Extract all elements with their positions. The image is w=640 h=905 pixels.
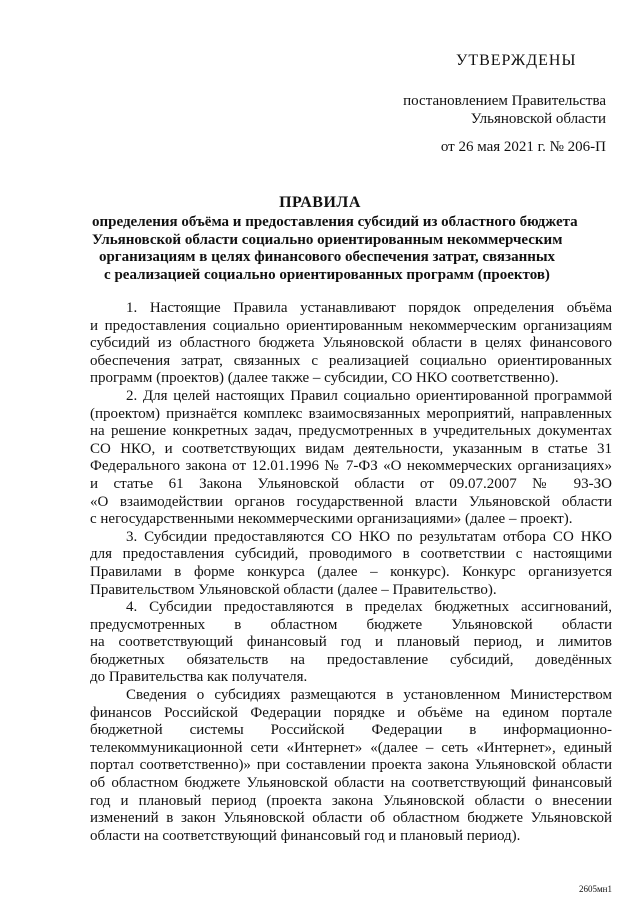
document-body: [90, 300, 612, 845]
approval-resolution: постановлением Правительства: [403, 93, 606, 109]
paragraph-line: Сведения о субсидиях размещаются в установленном Министерством: [126, 687, 612, 704]
paragraph-line: (проектом) признаётся комплекс взаимосвязанных мероприятий, направленных: [90, 405, 612, 422]
paragraph-line: программ (проектов) (далее также – субсидии, СО НКО соответственно).: [90, 370, 559, 387]
paragraph-line: 4. Субсидии предоставляются в пределах бюджетных ассигнований,: [126, 599, 612, 616]
paragraph-line: и предоставления социально ориентированным некоммерческим организациям: [90, 317, 612, 334]
paragraph-line: до Правительства как получателя.: [90, 669, 308, 686]
paragraph-line: обеспечения затрат, связанных с реализацией социально ориентированных: [90, 352, 612, 369]
paragraph-line: Правительством Ульяновской области (далее – Правительство).: [90, 581, 497, 598]
approval-date-number: от 26 мая 2021 г. № 206-П: [440, 139, 606, 155]
footer-code: 2605мн1: [578, 884, 612, 894]
subtitle-line: определения объёма и предоставления субсидий из областного бюджета: [92, 214, 578, 230]
paragraph-line: Правилами в форме конкурса (далее – конкурс). Конкурс организуется: [90, 563, 612, 580]
subtitle-line: с реализацией социально ориентированных программ (проектов): [104, 266, 550, 283]
paragraph-line: портал соответственно)» при составлении проекта закона Ульяновской области: [90, 757, 612, 774]
document-title: ПРАВИЛА: [279, 194, 361, 211]
paragraph-line: Федерального закона от 12.01.1996 № 7-ФЗ «О некоммерческих организациях»: [90, 458, 612, 475]
paragraph-line: телекоммуникационной сети «Интернет» «(далее – сеть «Интернет», единый: [90, 739, 612, 756]
paragraph-line: области на соответствующий финансовый год и плановый период).: [90, 827, 521, 844]
paragraph-line: предусмотренных в областном бюджете Ульяновской области: [90, 616, 612, 633]
paragraph-line: бюджетной системы Российской Федерации в информационно-: [90, 722, 612, 739]
subtitle-line: Ульяновской области социально ориентированным некоммерческим: [92, 231, 563, 248]
paragraph-line: на соответствующий финансовый год и плановый период, и лимитов: [90, 634, 612, 651]
paragraph-line: для предоставления субсидий, проводимого в соответствии с настоящими: [90, 546, 612, 563]
paragraph-line: бюджетных обязательств на предоставление субсидий, доведённых: [90, 651, 612, 668]
paragraph-line: 3. Субсидии предоставляются СО НКО по результатам отбора СО НКО: [126, 528, 612, 545]
paragraph-line: 2. Для целей настоящих Правил социально ориентированной программой: [126, 387, 612, 404]
paragraph-line: об областном бюджете Ульяновской области на соответствующий финансовый: [90, 775, 612, 792]
approval-stamp: УТВЕРЖДЕНЫ: [456, 52, 577, 69]
approval-region: Ульяновской области: [470, 111, 606, 127]
paragraph-line: с негосударственными некоммерческими организациями» (далее – проект).: [90, 511, 573, 528]
paragraph-line: 1. Настоящие Правила устанавливают порядок определения объёма: [126, 300, 612, 316]
subtitle-line: организациям в целях финансового обеспечения затрат, связанных: [98, 249, 556, 265]
paragraph-line: СО НКО, и соответствующих видам деятельности, указанным в статье 31: [90, 440, 612, 457]
paragraph-line: «О взаимодействии органов государственной власти Ульяновской области: [90, 493, 612, 510]
paragraph: [90, 599, 612, 687]
paragraph-line: изменений в закон Ульяновской области об областном бюджете Ульяновской: [90, 810, 612, 827]
paragraph: [90, 300, 612, 388]
paragraph: [90, 529, 612, 599]
paragraph: [90, 388, 612, 529]
paragraph-line: на решение конкретных задач, предусмотренных в учредительных документах: [90, 423, 612, 440]
document-subtitle: [92, 214, 578, 284]
paragraph-line: субсидий из областного бюджета Ульяновской области в целях финансового: [90, 335, 612, 352]
paragraph: [90, 687, 612, 845]
paragraph-line: и статье 61 Закона Ульяновской области от 09.07.2007 № 93-ЗО: [90, 475, 612, 492]
paragraph-line: финансов Российской Федерации порядке и объёме на едином портале: [90, 704, 612, 721]
paragraph-line: год и плановый период (проекта закона Ульяновской области о внесении: [90, 792, 612, 809]
